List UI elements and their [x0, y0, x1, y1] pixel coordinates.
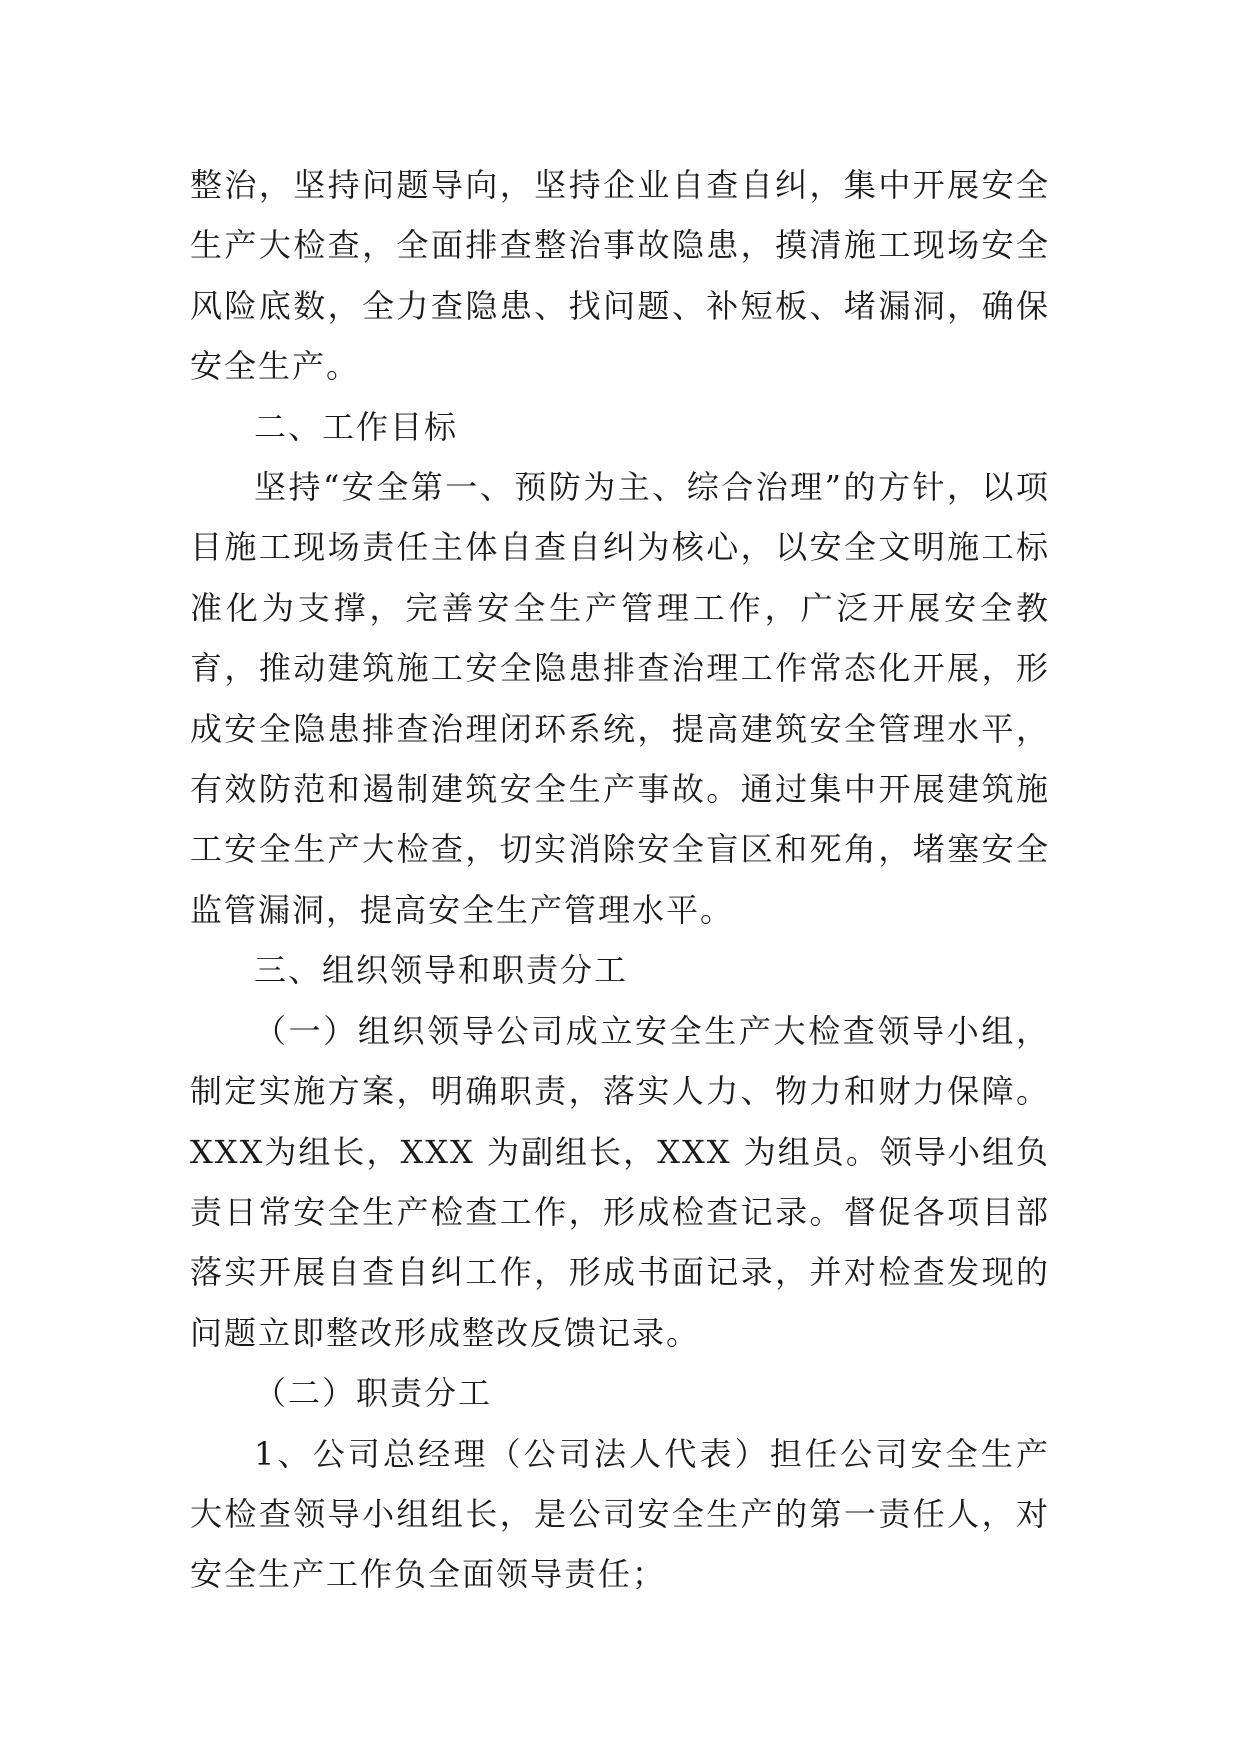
- paragraph-organization-leadership: （一）组织领导公司成立安全生产大检查领导小组，制定实施方案，明确职责，落实人力、物力和财力保障。XXX为组长，XXX 为副组长，XXX 为组员。领导小组负责日常安全生产检查工作，形成检查记录。督促各项目部落实开展自查自纠工作，形成书面记录，并对检查发现的问题立即整改形成整改反馈记录。: [190, 1011, 1050, 1352]
- section-heading-work-goals: 二、工作目标: [254, 407, 459, 446]
- section-heading-organization: 三、组织领导和职责分工: [254, 951, 629, 990]
- paragraph-continuation: 整治，坚持问题导向，坚持企业自查自纠，集中开展安全生产大检查，全面排查整治事故隐患，摸清施工现场安全风险底数，全力查隐患、找问题、补短板、堵漏洞，确保安全生产。: [190, 166, 1050, 386]
- document-body: [190, 155, 1050, 1605]
- paragraph-work-goals: 坚持“安全第一、预防为主、综合治理”的方针，以项目施工现场责任主体自查自纠为核心，以安全文明施工标准化为支撑，完善安全生产管理工作，广泛开展安全教育，推动建筑施工安全隐患排查治理工作常态化开展，形成安全隐患排查治理闭环系统，提高建筑安全管理水平，有效防范和遏制建筑安全生产事故。通过集中开展建筑施工安全生产大检查，切实消除安全盲区和死角，堵塞安全监管漏洞，提高安全生产管理水平。: [190, 468, 1050, 929]
- paragraph-responsibility-1: 1、公司总经理（公司法人代表）担任公司安全生产大检查领导小组组长，是公司安全生产的第一责任人，对安全生产工作负全面领导责任；: [190, 1434, 1050, 1594]
- subheading-responsibilities: （二）职责分工: [254, 1374, 493, 1413]
